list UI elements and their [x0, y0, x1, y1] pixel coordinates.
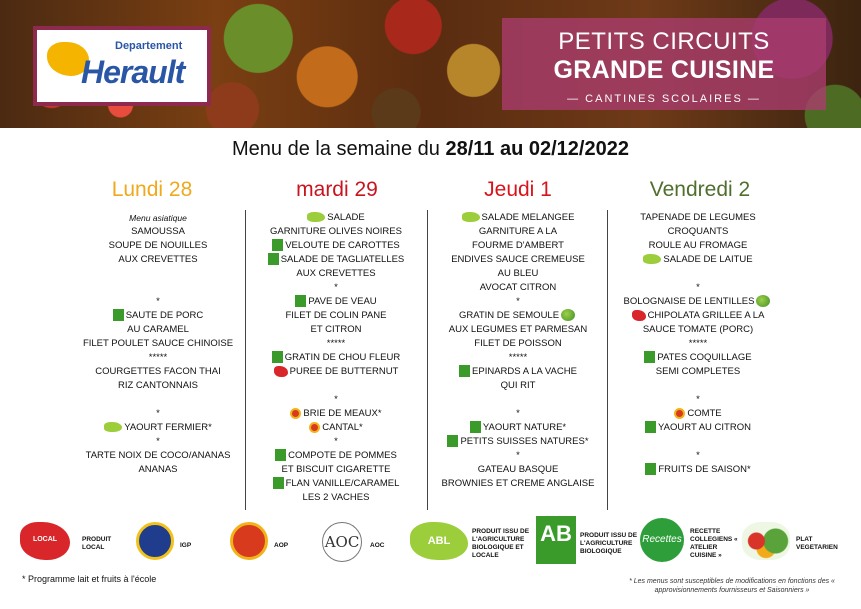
ab-bio-icon [275, 449, 286, 461]
menu-item [428, 449, 608, 463]
menu-item-text: * [334, 436, 338, 447]
menu-item-text: GARNITURE A LA [478, 226, 558, 237]
menu-item [246, 211, 426, 225]
menu-item-text: FILET DE POISSON [474, 338, 562, 349]
menu-item [428, 477, 608, 491]
menu-item-text: FRUITS DE SAISON* [658, 464, 751, 475]
ab-bio-icon [645, 421, 656, 433]
menu-item [428, 351, 608, 365]
menu-item [428, 365, 608, 379]
menu-item-text: Menu asiatique [129, 213, 187, 223]
menu-item [428, 421, 608, 435]
menu-item [246, 351, 426, 365]
footnote-menu-changes: * Les menus sont susceptibles de modifications en fonctions des « approvisionnements fournisseurs et Saisonniers » [629, 578, 835, 594]
menu-item-text: * [516, 296, 520, 307]
menu-item-text: * [156, 296, 160, 307]
menu-item-text: SEMI COMPLETES [655, 366, 741, 377]
ab-bio-icon [644, 351, 655, 363]
legend-abl-label: PRODUIT ISSU DE L'AGRICULTURE BIOLOGIQUE ET LOCALE [472, 528, 530, 559]
menu-item-text: * [334, 394, 338, 405]
ab-bio-icon [273, 477, 284, 489]
menu-item-text: * [696, 450, 700, 461]
week-title-dates: 28/11 au 02/12/2022 [445, 138, 629, 160]
menu-item [428, 337, 608, 351]
menu-item [428, 267, 608, 281]
menu-item-text: AUX CREVETTES [118, 254, 198, 265]
local-product-icon [274, 366, 288, 377]
ab-bio-icon [459, 365, 470, 377]
menu-item [68, 379, 248, 393]
menu-item [246, 449, 426, 463]
ab-bio-icon [447, 435, 458, 447]
menu-item-text: ***** [148, 352, 168, 363]
menu-item-text: COMTE [687, 408, 722, 419]
menu-item-text: COMPOTE DE POMMES [288, 450, 397, 461]
menu-item-text: ENDIVES SAUCE CREMEUSE [451, 254, 585, 265]
menu-item [68, 449, 248, 463]
menu-item [608, 337, 788, 351]
menu-item [68, 253, 248, 267]
menu-item [428, 309, 608, 323]
abl-badge-icon: ABL [410, 522, 468, 560]
footnote-milk-fruit: * Programme lait et fruits à l'école [22, 574, 157, 584]
menu-item [246, 463, 426, 477]
menu-item [608, 281, 788, 295]
menu-item [428, 435, 608, 449]
menu-item-text: SAUTE DE PORC [125, 310, 204, 321]
menu-item-text: GATEAU BASQUE [477, 464, 559, 475]
menu-item-text: ***** [688, 338, 708, 349]
menu-item [608, 225, 788, 239]
title-line-2: GRANDE CUISINE [553, 56, 775, 84]
legend-aoc-label: AOC [370, 542, 385, 549]
logo-department-label: Departement [115, 40, 183, 52]
menu-spacer [68, 393, 248, 407]
menu-item-text: SALADE DE LAITUE [663, 254, 753, 265]
day-header-vendredi: Vendredi 2 [649, 178, 751, 201]
legend-veg-label: PLAT VEGETARIEN [796, 536, 838, 551]
legend-aop-label: AOP [274, 542, 289, 549]
vegetarian-plate-icon [742, 522, 790, 560]
logo-herault-label: Herault [81, 54, 185, 90]
menu-item [608, 323, 788, 337]
recettes-badge-icon: Recettes [640, 518, 684, 562]
menu-item-text: VELOUTE DE CAROTTES [285, 240, 400, 251]
ab-bio-icon [113, 309, 124, 321]
menu-item-text: BOLOGNAISE DE LENTILLES [623, 296, 755, 307]
menu-item [246, 477, 426, 491]
menu-item [68, 421, 248, 435]
menu-spacer [68, 281, 248, 295]
menu-item-text: ET BISCUIT CIGARETTE [281, 464, 391, 475]
menu-item [428, 253, 608, 267]
menu-item [246, 337, 426, 351]
day-header-mardi: mardi 29 [296, 178, 378, 201]
menu-item-text: ET CITRON [310, 324, 362, 335]
menu-item [428, 295, 608, 309]
menu-item-text: * [696, 282, 700, 293]
menu-column-mardi [246, 211, 426, 505]
menu-item [68, 295, 248, 309]
menu-item-text: ANANAS [138, 464, 178, 475]
menu-item-text: * [156, 408, 160, 419]
menu-item-text: YAOURT NATURE* [482, 422, 567, 433]
menu-spacer [608, 435, 788, 449]
menu-item-text: BROWNIES ET CREME ANGLAISE [441, 478, 595, 489]
menu-item [246, 393, 426, 407]
menu-item [246, 239, 426, 253]
menu-item-text: COURGETTES FACON THAI [95, 366, 221, 377]
menu-item [68, 435, 248, 449]
menu-item [608, 365, 788, 379]
title-line-1: PETITS CIRCUITS [558, 28, 770, 55]
menu-item-text: TARTE NOIX DE COCO/ANANAS [85, 450, 231, 461]
menu-spacer [68, 267, 248, 281]
aop-icon [674, 408, 685, 419]
day-header-lundi: Lundi 28 [111, 178, 193, 201]
menu-item [68, 351, 248, 365]
ab-bio-icon [295, 295, 306, 307]
menu-item [608, 449, 788, 463]
day-header-jeudi: Jeudi 1 [484, 178, 552, 201]
menu-item [428, 225, 608, 239]
menu-item [608, 239, 788, 253]
menu-item-text: GRATIN DE SEMOULE [458, 310, 560, 321]
igp-seal-icon [136, 522, 174, 560]
menu-spacer [608, 267, 788, 281]
title-line-3: — CANTINES SCOLAIRES — [567, 93, 761, 105]
abl-icon [307, 212, 325, 222]
menu-item-text: PATES COQUILLAGE [657, 352, 752, 363]
menu-item [246, 323, 426, 337]
menu-item [428, 211, 608, 225]
menu-item-text: * [696, 394, 700, 405]
menu-item-text: YAOURT FERMIER* [124, 422, 212, 433]
menu-item-text: SOUPE DE NOUILLES [108, 240, 208, 251]
menu-item-text: BRIE DE MEAUX* [303, 408, 382, 419]
menu-item [246, 491, 426, 505]
local-product-icon [632, 310, 646, 321]
program-title-box [502, 18, 826, 110]
menu-item-text: CANTAL* [322, 422, 363, 433]
menu-item [246, 421, 426, 435]
ab-bio-icon [645, 463, 656, 475]
menu-item [608, 351, 788, 365]
menu-item [608, 407, 788, 421]
menu-item [608, 309, 788, 323]
menu-item-text: FLAN VANILLE/CARAMEL [285, 478, 400, 489]
menu-item [246, 225, 426, 239]
menu-item-text: AU BLEU [497, 268, 539, 279]
menu-item-text: PAVE DE VEAU [308, 296, 377, 307]
menu-item [608, 463, 788, 477]
week-title [0, 138, 861, 161]
menu-item-text: AUX LEGUMES ET PARMESAN [448, 324, 588, 335]
ab-bio-icon [470, 421, 481, 433]
menu-item-text: SAMOUSSA [131, 226, 185, 237]
menu-item-text: ***** [326, 338, 346, 349]
menu-item-text: ***** [508, 352, 528, 363]
menu-spacer [428, 393, 608, 407]
menu-item [428, 379, 608, 393]
menu-item-text: SALADE [327, 212, 365, 223]
local-badge-icon: LOCAL [20, 522, 70, 560]
menu-item [246, 295, 426, 309]
menu-item [68, 225, 248, 239]
menu-item [68, 239, 248, 253]
menu-item [608, 253, 788, 267]
legend-igp-label: IGP [180, 542, 192, 549]
aop-icon [309, 422, 320, 433]
week-title-prefix: Menu de la semaine du [232, 138, 446, 160]
legend-ab-label: PRODUIT ISSU DE L'AGRICULTURE BIOLOGIQUE [580, 532, 638, 555]
menu-item [246, 365, 426, 379]
ab-bio-icon [272, 239, 283, 251]
menu-item [68, 365, 248, 379]
menu-item-text: ROULE AU FROMAGE [648, 240, 748, 251]
menu-item [68, 323, 248, 337]
abl-icon [104, 422, 122, 432]
vegetarian-icon [756, 295, 770, 307]
aop-icon [290, 408, 301, 419]
menu-item-text: FILET POULET SAUCE CHINOISE [82, 338, 234, 349]
menu-item-text: FOURME D'AMBERT [472, 240, 564, 251]
menu-item [608, 211, 788, 225]
menu-item [608, 393, 788, 407]
legend-local-label: PRODUIT LOCAL [82, 536, 112, 551]
herault-logo [33, 26, 211, 106]
aop-seal-icon [230, 522, 268, 560]
menu-item-text: EPINARDS A LA VACHE [472, 366, 577, 377]
menu-item-text: SAUCE TOMATE (PORC) [642, 324, 754, 335]
menu-item-text: * [334, 282, 338, 293]
menu-item [68, 309, 248, 323]
ab-bio-icon [268, 253, 279, 265]
menu-item-text: * [516, 450, 520, 461]
menu-item-text: GARNITURE OLIVES NOIRES [270, 226, 402, 237]
vegetarian-icon [561, 309, 575, 321]
menu-column-lundi [68, 211, 248, 477]
menu-item-text: SALADE MELANGEE [481, 212, 575, 223]
menu-item [428, 323, 608, 337]
ab-bio-icon [272, 351, 283, 363]
menu-item-text: SALADE DE TAGLIATELLES [280, 254, 405, 265]
aoc-seal-icon: AOC [322, 522, 362, 562]
menu-item-text: QUI RIT [500, 380, 536, 391]
menu-item [428, 239, 608, 253]
ab-bio-logo-icon: AB [536, 516, 576, 564]
menu-item-text: RIZ CANTONNAIS [117, 380, 199, 391]
menu-item-text: LES 2 VACHES [302, 492, 370, 503]
menu-item [246, 281, 426, 295]
menu-item-text: FILET DE COLIN PANE [285, 310, 387, 321]
menu-item-text: CHIPOLATA GRILLEE A LA [647, 310, 765, 321]
menu-spacer [608, 379, 788, 393]
menu-item [68, 407, 248, 421]
menu-item-text: AUX CREVETTES [296, 268, 376, 279]
menu-item [428, 281, 608, 295]
menu-column-vendredi [608, 211, 788, 477]
menu-item [68, 463, 248, 477]
menu-item [246, 253, 426, 267]
menu-item [68, 211, 248, 225]
menu-item-text: * [156, 436, 160, 447]
menu-spacer [246, 379, 426, 393]
menu-column-jeudi [428, 211, 608, 491]
menu-item [246, 435, 426, 449]
header-banner [0, 0, 861, 128]
menu-item [246, 309, 426, 323]
menu-item-text: YAOURT AU CITRON [658, 422, 751, 433]
menu-item [608, 295, 788, 309]
menu-item [608, 421, 788, 435]
menu-item-text: AU CARAMEL [127, 324, 189, 335]
menu-item-text: PETITS SUISSES NATURES* [460, 436, 589, 447]
menu-item [68, 337, 248, 351]
menu-item-text: AVOCAT CITRON [479, 282, 557, 293]
menu-item [428, 407, 608, 421]
abl-icon [643, 254, 661, 264]
legend-recettes-label: RECETTE COLLEGIENS « ATELIER CUISINE » [690, 528, 738, 559]
menu-item-text: TAPENADE DE LEGUMES [640, 212, 756, 223]
menu-item [246, 267, 426, 281]
menu-item-text: CROQUANTS [667, 226, 729, 237]
abl-icon [462, 212, 480, 222]
menu-item-text: PUREE DE BUTTERNUT [289, 366, 399, 377]
menu-item [246, 407, 426, 421]
menu-item-text: GRATIN DE CHOU FLEUR [284, 352, 401, 363]
menu-item [428, 463, 608, 477]
menu-item-text: * [516, 408, 520, 419]
